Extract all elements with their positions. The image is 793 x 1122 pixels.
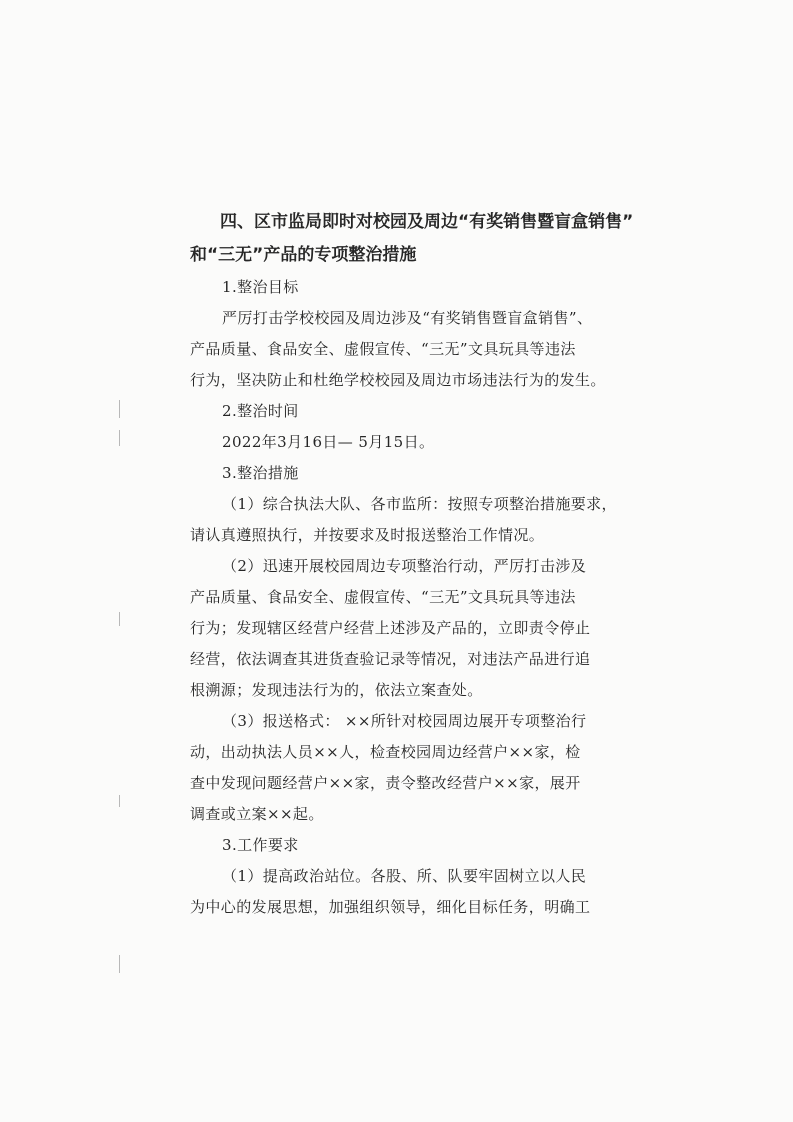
paragraph-line: 2022年3月16日— 5月15日。 <box>222 433 435 451</box>
binding-mark <box>119 400 120 418</box>
paragraph-line: （1）提高政治站位。各股、所、队要牢固树立以人民 <box>222 867 587 885</box>
paragraph-line: 请认真遵照执行，并按要求及时报送整治工作情况。 <box>190 526 545 544</box>
paragraph-line: （1）综合执法大队、各市监所：按照专项整治措施要求， <box>222 495 617 513</box>
section-title-measures: 3.整治措施 <box>222 464 299 482</box>
binding-mark <box>119 795 120 807</box>
document-body <box>190 206 634 923</box>
paragraph-line: 查中发现问题经营户××家，责令整改经营户××家，展开 <box>190 774 581 792</box>
paragraph-line: 为中心的发展思想，加强组织领导，细化目标任务，明确工 <box>190 898 591 916</box>
heading-line-2: 和“三无”产品的专项整治措施 <box>190 245 417 265</box>
binding-mark <box>119 612 120 626</box>
paragraph-line: （3）报送格式： ××所针对校园周边展开专项整治行 <box>222 712 587 730</box>
paragraph-line: （2）迅速开展校园周边专项整治行动，严厉打击涉及 <box>222 557 587 575</box>
paragraph-line: 调查或立案××起。 <box>190 805 324 823</box>
paragraph-line: 行为；发现辖区经营户经营上述涉及产品的，立即责令停止 <box>190 619 591 637</box>
section-title-requirements: 3.工作要求 <box>222 836 299 854</box>
paragraph-line: 根溯源；发现违法行为的，依法立案查处。 <box>190 681 483 699</box>
section-title-goal: 1.整治目标 <box>222 278 299 296</box>
paragraph-line: 动，出动执法人员××人，检查校园周边经营户××家，检 <box>190 743 581 761</box>
paragraph-line: 产品质量、食品安全、虚假宣传、“三无”文具玩具等违法 <box>190 340 576 358</box>
binding-mark <box>119 955 120 973</box>
section-title-time: 2.整治时间 <box>222 402 299 420</box>
paragraph-line: 严厉打击学校校园及周边涉及“有奖销售暨盲盒销售”、 <box>222 309 593 327</box>
binding-mark <box>119 430 120 446</box>
paragraph-line: 行为，坚决防止和杜绝学校校园及周边市场违法行为的发生。 <box>190 371 606 389</box>
heading-line-1: 四、区市监局即时对校园及周边“有奖销售暨盲盒销售” <box>220 212 634 232</box>
paragraph-line: 经营，依法调查其进货查验记录等情况，对违法产品进行追 <box>190 650 591 668</box>
paragraph-line: 产品质量、食品安全、虚假宣传、“三无”文具玩具等违法 <box>190 588 576 606</box>
